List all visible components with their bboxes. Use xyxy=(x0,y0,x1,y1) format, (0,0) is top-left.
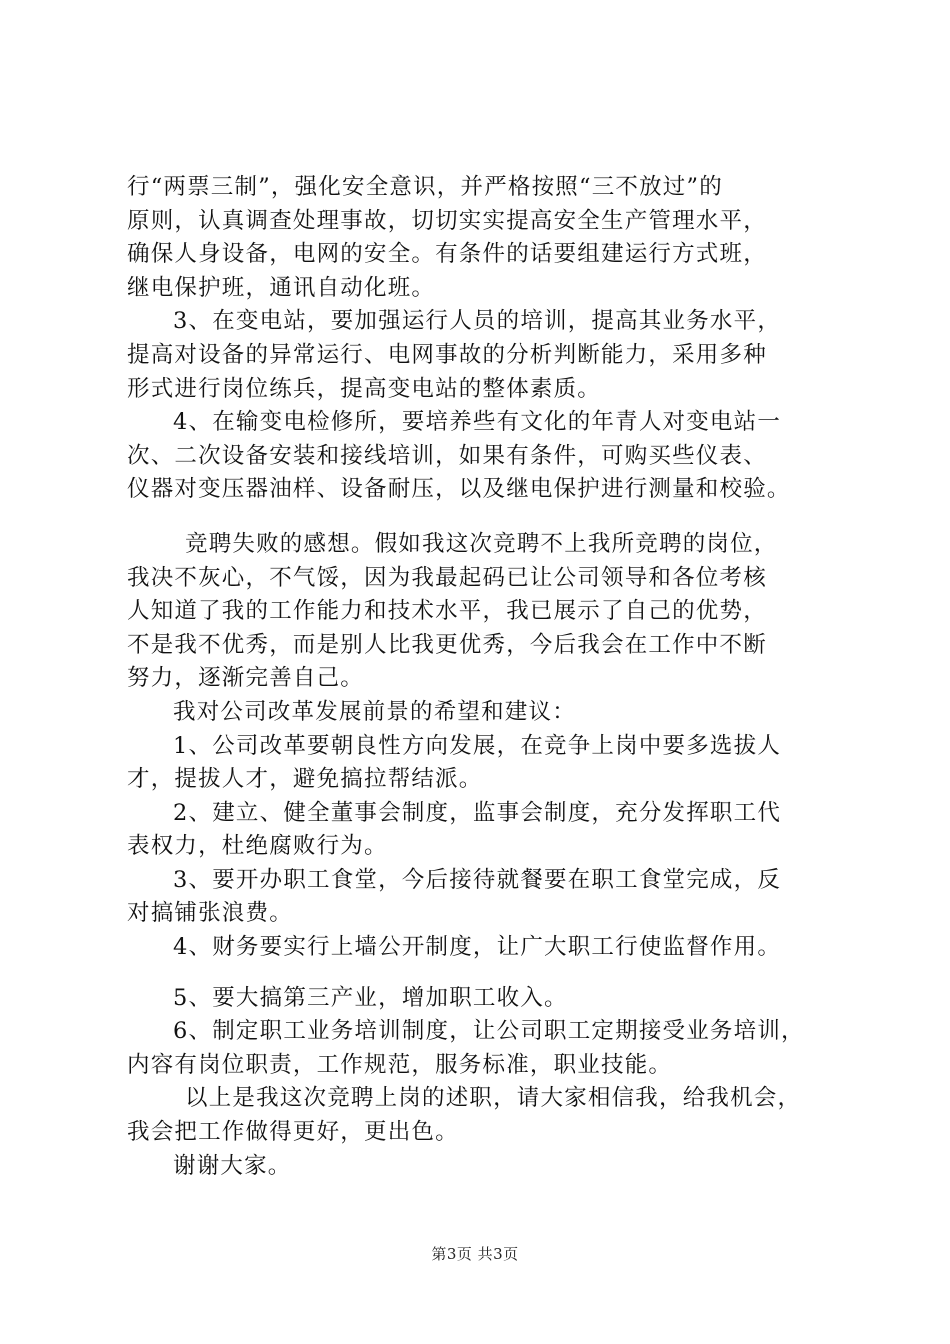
text-line: 表权力，杜绝腐败行为。 xyxy=(127,833,388,860)
text-line: 4、在输变电检修所，要培养些有文化的年青人对变电站一 xyxy=(173,409,782,436)
text-line: 形式进行岗位练兵，提高变电站的整体素质。 xyxy=(127,375,602,402)
text-line: 4、财务要实行上墙公开制度，让广大职工行使监督作用。 xyxy=(173,934,782,961)
document-body xyxy=(127,171,835,1183)
text-line: 原则，认真调查处理事故，切切实实提高安全生产管理水平， xyxy=(127,207,767,234)
text-line: 仪器对变压器油样、设备耐压，以及继电保护进行测量和校验。 xyxy=(127,476,791,503)
page-footer xyxy=(0,1243,950,1264)
page-number-label: 第3页 共3页 xyxy=(431,1245,519,1263)
text-line: 谢谢大家。 xyxy=(173,1152,292,1179)
text-line: 努力，逐渐完善自己。 xyxy=(127,665,365,692)
text-line: 5、要大搞第三产业，增加职工收入。 xyxy=(173,984,568,1011)
text-line: 以上是我这次竞聘上岗的述职，请大家相信我，给我机会， xyxy=(185,1085,802,1112)
text-line: 提高对设备的异常运行、电网事故的分析判断能力，采用多种 xyxy=(127,341,767,368)
text-line: 不是我不优秀，而是别人比我更优秀，今后我会在工作中不断 xyxy=(127,631,767,658)
text-line: 行“两票三制”，强化安全意识，并严格按照“三不放过”的 xyxy=(127,174,723,200)
text-line: 人知道了我的工作能力和技术水平，我已展示了自己的优势， xyxy=(127,598,767,625)
text-line: 对搞铺张浪费。 xyxy=(127,900,293,927)
text-line: 确保人身设备，电网的安全。有条件的话要组建运行方式班， xyxy=(127,241,767,268)
text-line: 1、公司改革要朝良性方向发展，在竞争上岗中要多选拔人 xyxy=(173,732,782,759)
text-line: 6、制定职工业务培训制度，让公司职工定期接受业务培训， xyxy=(173,1018,805,1045)
text-line: 3、要开办职工食堂，今后接待就餐要在职工食堂完成，反 xyxy=(173,866,782,893)
text-line: 我决不灰心，不气馁，因为我最起码已让公司领导和各位考核 xyxy=(127,564,767,591)
text-line: 才，提拔人才，避免搞拉帮结派。 xyxy=(127,766,483,793)
text-line: 次、二次设备安装和接线培训，如果有条件，可购买些仪表、 xyxy=(127,442,767,469)
text-line: 我会把工作做得更好，更出色。 xyxy=(127,1119,459,1146)
text-line: 继电保护班，通讯自动化班。 xyxy=(127,274,436,301)
text-line: 竞聘失败的感想。假如我这次竞聘不上我所竞聘的岗位， xyxy=(185,530,778,557)
text-line: 3、在变电站，要加强运行人员的培训，提高其业务水平， xyxy=(173,308,782,335)
text-line: 内容有岗位职责，工作规范，服务标准，职业技能。 xyxy=(127,1051,673,1078)
text-line: 2、建立、健全董事会制度，监事会制度，充分发挥职工代 xyxy=(173,799,782,826)
text-line: 我对公司改革发展前景的希望和建议： xyxy=(173,698,576,725)
